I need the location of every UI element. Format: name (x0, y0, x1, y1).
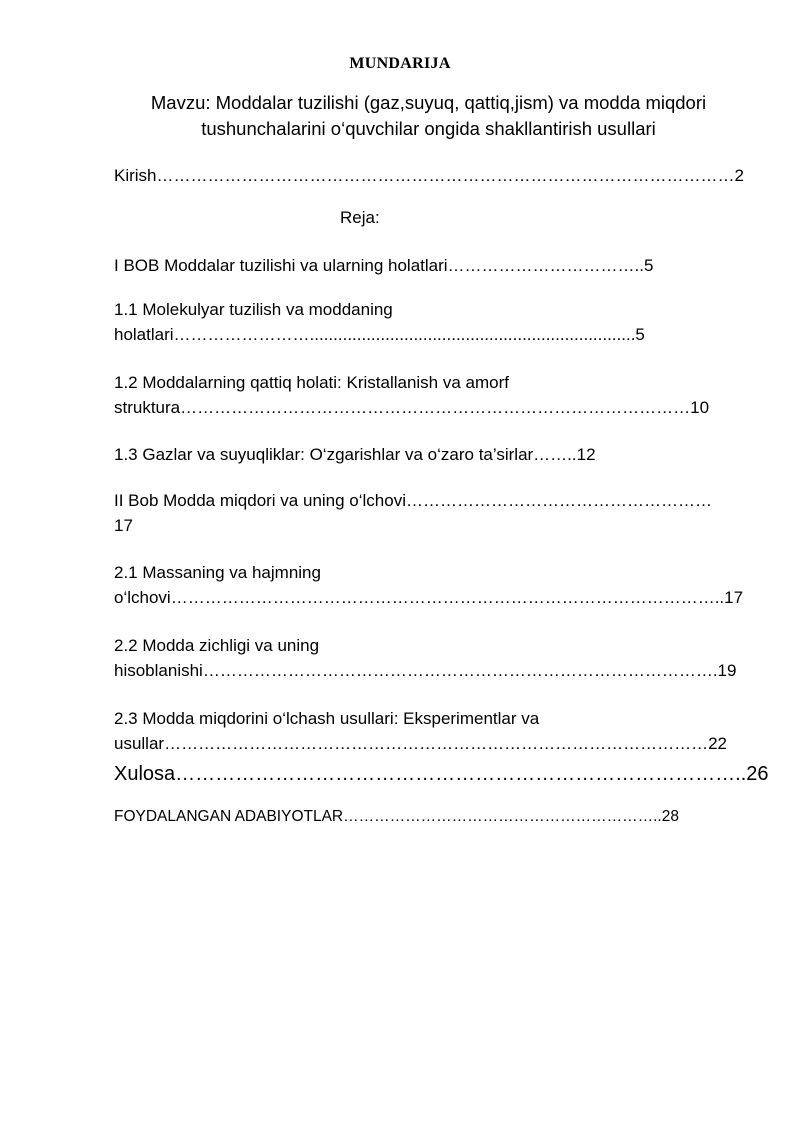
toc-1-2-line-1: 1.2 Moddalarning qattiq holati: Kristallanish va amorf (114, 373, 509, 392)
toc-entry-foydalangan (114, 804, 754, 829)
toc-entry-kirish (114, 163, 754, 188)
topic-title (100, 90, 757, 142)
toc-entry-1-1 (114, 297, 754, 347)
toc-1-1-line-1: 1.1 Molekulyar tuzilish va moddaning (114, 300, 393, 319)
toc-1-3-text: 1.3 Gazlar va suyuqliklar: O‘zgarishlar va o‘zaro ta’sirlar……..12 (114, 445, 596, 464)
toc-2-3-line-2: usullar……………………………………………………………………………………22 (114, 734, 727, 753)
toc-1-1-line-2: holatlari…………………….....................................................................5 (114, 325, 645, 344)
toc-2-2-line-1: 2.2 Modda zichligi va uning (114, 636, 320, 655)
toc-1-2-line-2: struktura………………………………………………………………………………10 (114, 398, 710, 417)
toc-2-2-line-2: hisoblanishi……………………………………………………………………………….19 (114, 661, 737, 680)
toc-foydalangan-text: FOYDALANGAN ADABIYOTLAR……………………………………………………..28 (114, 808, 679, 825)
toc-entry-xulosa (114, 762, 769, 787)
toc-entry-bob2 (114, 488, 754, 538)
toc-bob2-line-2: 17 (114, 516, 133, 535)
toc-entry-bob1 (114, 253, 754, 278)
toc-2-3-line-1: 2.3 Modda miqdorini o‘lchash usullari: Eksperimentlar va (114, 709, 540, 728)
toc-entry-2-1 (114, 560, 754, 610)
toc-2-1-line-1: 2.1 Massaning va hajmning (114, 563, 321, 582)
reja-label: Reja: (340, 208, 380, 227)
toc-entry-2-3 (114, 706, 754, 756)
page-heading: MUNDARIJA (349, 55, 451, 72)
toc-entry-1-2 (114, 370, 754, 420)
toc-bob2-line-1: II Bob Modda miqdori va uning o‘lchovi……………………………………………… (114, 491, 712, 510)
toc-entry-1-3 (114, 442, 754, 467)
topic-line-2: tushunchalarini o‘quvchilar ongida shakllantirish usullari (201, 118, 656, 139)
toc-2-1-line-2: o‘lchovi……………………………………………………………………………………..17 (114, 588, 744, 607)
topic-line-1: Mavzu: Moddalar tuzilishi (gaz,suyuq, qattiq,jism) va modda miqdori (150, 92, 707, 113)
toc-bob1-text: I BOB Moddalar tuzilishi va ularning holatlari……………………………..5 (114, 256, 654, 275)
toc-kirish-text: Kirish…………………………………………………………………………………………2 (114, 166, 744, 185)
toc-entry-2-2 (114, 633, 754, 683)
toc-xulosa-text: Xulosa…………………………………………………………………………..26 (114, 763, 769, 785)
